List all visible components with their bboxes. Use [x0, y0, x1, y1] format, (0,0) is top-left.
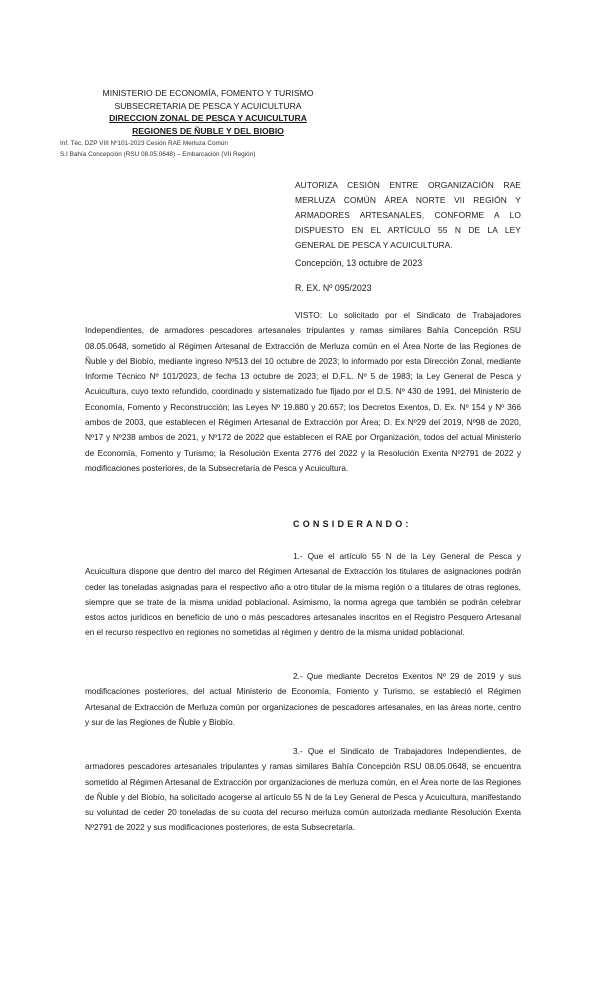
- reference-block: [60, 139, 255, 160]
- ministry-name: MINISTERIO DE ECONOMÍA, FOMENTO Y TURISMO: [102, 88, 314, 98]
- regions-name: REGIONES DE ÑUBLE Y DEL BIOBIO: [132, 125, 284, 136]
- reference-line: S.I Bahía Concepción (RSU 08.05.0648) – Embarcación (VII Región): [60, 150, 256, 158]
- resolution-number: R. EX. Nº 095/2023: [295, 283, 372, 293]
- considerando-heading: CONSIDERANDO:: [293, 519, 412, 529]
- letterhead: [88, 87, 328, 137]
- place-date: Concepción, 13 octubre de 2023: [295, 258, 423, 268]
- considerando-paragraph: 3.- Que el Sindicato de Trabajadores Independientes, de armadores pescadores artesanales tripulantes y ramas similares Bahía Concepción RSU 08.05.0648, se encuentra sometido al Régimen Artesanal de Extracción por organizaciones de merluza común, en el Área norte de las Regiones de Ñuble y del Biobío, ha solicitado acogerse al artículo 55 N de la Ley General de Pesca y Acuicultura, manifestando su voluntad de ceder 20 toneladas de su cuota del recurso merluza común autorizada mediante Resolución Exenta Nº2791 de 2022 y sus modificaciones posteriores, de esta Subsecretaría.: [85, 746, 521, 833]
- considerando-paragraph: 1.- Que el artículo 55 N de la Ley General de Pesca y Acuicultura dispone que dentro del marco del Régimen Artesanal de Extracción los titulares de asignaciones podrán ceder las toneladas asignadas para el respectivo año a otro titular de la misma región o a titulares de otras regiones, siempre que se trate de la misma unidad poblacional. Asimismo, la norma agrega que también se podrán celebrar estos actos jurídicos en beneficio de uno o más pescadores artesanales inscritos en el Registro Pesquero Artesanal en el recurso respectivo en regiones no sometidas al régimen y dentro de la misma unidad poblacional.: [85, 551, 521, 638]
- reference-line: Inf. Téc. DZP VIII Nº101-2023 Cesión RAE Merluza Común: [60, 140, 228, 147]
- subsecretary-name: SUBSECRETARIA DE PESCA Y ACUICULTURA: [114, 100, 302, 111]
- considerando-paragraph: 2.- Que mediante Decretos Exentos Nº 29 de 2019 y sus modificaciones posteriores, del actual Ministerio de Economía, Fomento y Turismo, se estableció el Régimen Artesanal de Extracción de Merluza común por organizaciones de pescadores artesanales, en las áreas norte, centro y sur de las Regiones de Ñuble y Biobío.: [85, 671, 521, 727]
- resolution-subject: AUTORIZA CESIÓN ENTRE ORGANIZACIÓN RAE MERLUZA COMÚN ÁREA NORTE VII REGIÓN Y ARMADORES ARTESANALES, CONFORME A LO DISPUESTO EN EL ARTÍCULO 55 N DE LA LEY GENERAL DE PESCA Y ACUICULTURA.: [295, 180, 521, 250]
- visto-paragraph: VISTO: Lo solicitado por el Sindicato de Trabajadores Independientes, de armadores pescadores artesanales tripulantes y ramas similares Bahía Concepción RSU 08.05.0648, sometido al Régimen Artesanal de Extracción de Merluza común en el Área Norte de las Regiones de Ñuble y del Biobío, mediante ingreso Nº513 del 10 octubre de 2023; lo informado por esta Dirección Zonal, mediante Informe Técnico Nº 101/2023, de fecha 13 octubre de 2023; el D.F.L. Nº 5 de 1983; la Ley General de Pesca y Acuicultura, cuyo texto refundido, coordinado y sistematizado fue fijado por el D.S. Nº 430 de 1991, del Ministerio de Economía, Fomento y Reconstrucción; las Leyes Nº 19.880 y 20.657; los Decretos Exentos, D. Ex. Nº 154 y Nº 366 ambos de 2003, que establecen el Régimen Artesanal de Extracción por Área; D. Ex Nº29 del 2019, Nº98 de 2020, Nº17 y Nº238 ambos de 2021, y Nº172 de 2022 que establecen el RAE por Organización, todos del actual Ministerio de Economía, Fomento y Turismo; la Resolución Exenta 2776 del 2022 y la Resolución Exenta Nº2791 de 2022 y modificaciones posteriores, de la Subsecretaría de Pesca y Acuicultura.: [85, 310, 521, 473]
- zonal-direction-name: DIRECCION ZONAL DE PESCA Y ACUICULTURA: [109, 113, 307, 124]
